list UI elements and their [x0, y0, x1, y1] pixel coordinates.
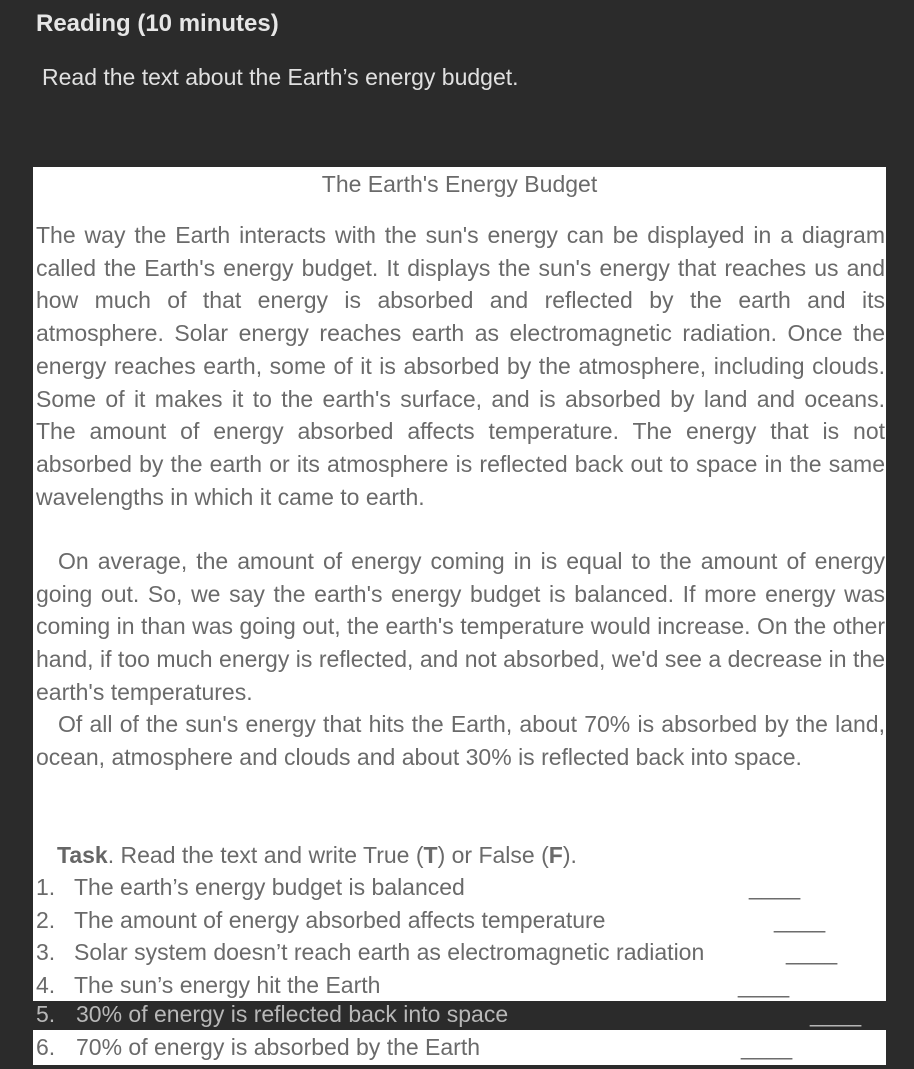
- paragraph-1: The way the Earth interacts with the sun's energy can be displayed in a diagram called the Earth's energy budget. It displays the sun's energy that reaches us and how much of that energy is absorbed and reflected by the earth and its atmosphere. Solar energy reaches earth as electromagnetic radiation. Once the energy reaches earth, some of it is absorbed by the atmosphere, including clouds. Some of it makes it to the earth's surface, and is absorbed by land and oceans. The amount of energy absorbed affects temperature. The energy that is not absorbed by the earth or its atmosphere is reflected back out to space in the same wavelengths in which it came to earth.: [36, 222, 885, 510]
- paragraph-2: On average, the amount of energy coming in is equal to the amount of energy going out. So, we say the earth's energy budget is balanced. If more energy was coming in than was going out, the earth's temperature would increase. On the other hand, if too much energy is reflected, and not absorbed, we'd see a decrease in the earth's temperatures.: [36, 548, 885, 705]
- question-strip-5: [33, 1001, 886, 1030]
- answer-blank[interactable]: ____: [741, 1034, 793, 1060]
- answer-blank[interactable]: ____: [749, 874, 801, 900]
- document-title: The Earth's Energy Budget: [321, 171, 598, 197]
- answer-blank[interactable]: ____: [774, 907, 826, 933]
- task-text-before: . Read the text and write True (: [107, 842, 424, 868]
- task-text-middle: ) or False (: [437, 842, 549, 868]
- section-heading: Reading (10 minutes): [36, 10, 279, 37]
- question-text: The earth’s energy budget is balanced: [74, 874, 465, 900]
- task-instruction: [57, 839, 577, 871]
- false-letter: F: [548, 842, 563, 868]
- question-item: [36, 936, 704, 968]
- question-item: [36, 969, 380, 1001]
- question-item: [36, 871, 465, 903]
- question-number: 4.: [36, 972, 56, 998]
- answer-blank[interactable]: ____: [738, 972, 790, 998]
- question-number: 6.: [36, 1034, 56, 1060]
- question-text: 30% of energy is reflected back into space: [76, 1001, 509, 1027]
- reading-instruction: Read the text about the Earth’s energy budget.: [42, 64, 519, 90]
- document-sheet: [33, 167, 886, 1001]
- question-number: 1.: [36, 874, 56, 900]
- question-text: The amount of energy absorbed affects temperature: [74, 907, 606, 933]
- question-number: 2.: [36, 907, 56, 933]
- question-item: [36, 998, 508, 1030]
- task-label: Task: [57, 842, 108, 868]
- question-text: 70% of energy is absorbed by the Earth: [76, 1034, 481, 1060]
- question-item: [36, 1031, 480, 1063]
- question-text: The sun’s energy hit the Earth: [74, 972, 381, 998]
- question-item: [36, 904, 605, 936]
- question-number: 5.: [36, 1001, 56, 1027]
- answer-blank[interactable]: ____: [786, 939, 838, 965]
- question-strip-6: [33, 1030, 886, 1067]
- task-text-after: ).: [562, 842, 577, 868]
- true-letter: T: [423, 842, 438, 868]
- answer-blank[interactable]: ____: [810, 1001, 862, 1027]
- paragraph-3: Of all of the sun's energy that hits the Earth, about 70% is absorbed by the land, ocean, atmosphere and clouds and about 30% is reflected back into space.: [36, 711, 885, 770]
- question-text: Solar system doesn’t reach earth as electromagnetic radiation: [74, 939, 705, 965]
- question-number: 3.: [36, 939, 56, 965]
